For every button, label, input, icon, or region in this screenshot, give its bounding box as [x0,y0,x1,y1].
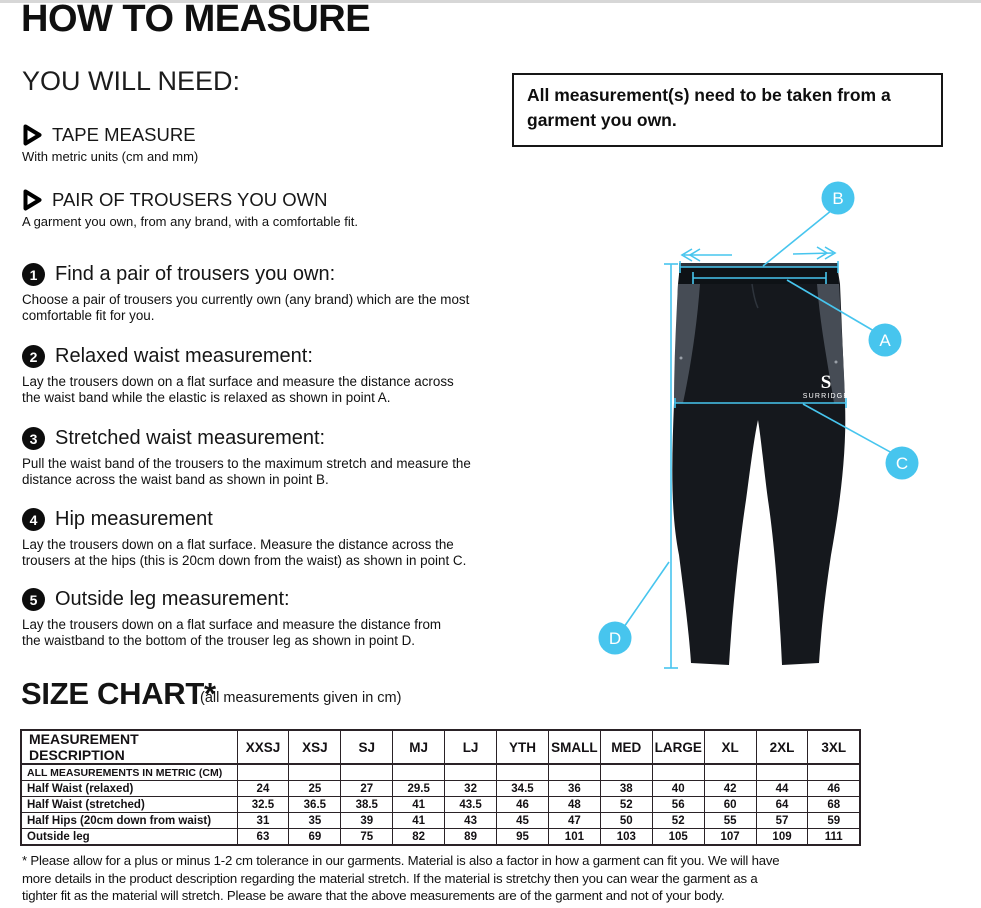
play-arrow-icon [22,124,43,146]
step-5 [22,588,484,649]
step-number-badge: 3 [22,427,45,450]
step-number-badge: 2 [22,345,45,368]
step-number-badge: 4 [22,508,45,531]
step-body: Pull the waist band of the trousers to the maximum stretch and measure the distance across the waist band as shown in point B. [22,456,471,487]
svg-text:S: S [820,372,832,393]
column-header: 2XL [756,730,808,764]
need-item-trousers [22,189,492,229]
label-b: B [832,189,844,208]
row-label: Outside leg [21,829,237,846]
column-header: XXSJ [237,730,289,764]
label-a: A [879,331,891,350]
step-heading: Relaxed waist measurement: [55,345,313,367]
page-title: HOW TO MEASURE [21,0,371,40]
you-will-need-heading: YOU WILL NEED: [22,66,241,96]
column-header: SMALL [548,730,600,764]
step-2 [22,345,484,406]
column-header: MJ [393,730,445,764]
row-label: Half Hips (20cm down from waist) [21,813,237,829]
size-chart-table [20,729,861,846]
table-subheader-row [21,764,860,781]
size-chart-heading: SIZE CHART* [21,676,216,711]
row-label: Half Waist (stretched) [21,797,237,813]
notice-text: All measurement(s) need to be taken from a [527,85,891,105]
label-d: D [608,629,622,648]
label-c: C [895,454,909,473]
need-item-tape-measure [22,124,492,164]
measurement-lines [624,210,892,668]
subheader-label: ALL MEASUREMENTS IN METRIC (CM) [21,764,237,781]
need-item-description: With metric units (cm and mm) [22,149,199,164]
column-header: MEASUREMENT DESCRIPTION [21,730,237,764]
notice-text: garment you own. [527,110,677,130]
table-row: Half Waist (relaxed) 24 25 27 29.5 32 34.5 36 38 40 42 44 46 [21,781,860,797]
table-row: Outside leg 63 69 75 82 89 95 101 103 105 107 109 111 [21,829,860,846]
play-arrow-icon [22,189,43,211]
table-header-row [21,730,860,764]
step-body: Lay the trousers down on a flat surface and measure the distance across the waist band while the elastic is relaxed as shown in point A. [22,374,454,405]
table-row: Half Waist (stretched) 32.5 36.5 38.5 41 43.5 46 48 52 56 60 64 68 [21,797,860,813]
step-heading: Stretched waist measurement: [55,427,326,449]
step-heading: Outside leg measurement: [55,588,290,610]
need-item-label: TAPE MEASURE [52,124,196,145]
step-heading: Find a pair of trousers you own: [55,263,336,285]
step-body: Choose a pair of trousers you currently own (any brand) which are the most comfortable fit for you. [22,292,470,323]
column-header: XL [704,730,756,764]
column-header: YTH [497,730,549,764]
table-row: Half Hips (20cm down from waist) 31 35 39 41 43 45 47 50 52 55 57 59 [21,813,860,829]
column-header: LARGE [652,730,704,764]
step-body: Lay the trousers down on a flat surface. Measure the distance across the trousers at the hips (this is 20cm down from the waist) as shown in point C. [22,537,467,568]
step-heading: Hip measurement [55,508,213,530]
step-body: Lay the trousers down on a flat surface and measure the distance from the waistband to the bottom of the trouser leg as shown in point D. [22,617,442,648]
step-4 [22,508,484,569]
need-item-label: PAIR OF TROUSERS YOU OWN [52,189,328,210]
column-header: 3XL [808,730,860,764]
column-header: XSJ [289,730,341,764]
notice-box [512,73,943,147]
step-3 [22,427,484,488]
step-number-badge: 1 [22,263,45,286]
size-chart-subheading: (all measurements given in cm) [200,690,402,706]
step-1 [22,263,484,324]
trousers-measurement-diagram [580,170,980,690]
column-header: MED [600,730,652,764]
step-number-badge: 5 [22,588,45,611]
svg-text:SURRIDGE: SURRIDGE [802,393,850,400]
row-label: Half Waist (relaxed) [21,781,237,797]
trousers-illustration [672,263,849,665]
column-header: SJ [341,730,393,764]
column-header: LJ [445,730,497,764]
need-item-description: A garment you own, from any brand, with a comfortable fit. [22,214,358,229]
footnote: * Please allow for a plus or minus 1-2 cm tolerance in our garments. Material is also a factor in how a garment can fit you. We will have more details in the product description regarding the material stretch. If the material is stretchy then you can wear the garment as a tighter fit as the material will stretch. Please be aware that the above measurements are of the garment and not of your body. [22,853,780,904]
